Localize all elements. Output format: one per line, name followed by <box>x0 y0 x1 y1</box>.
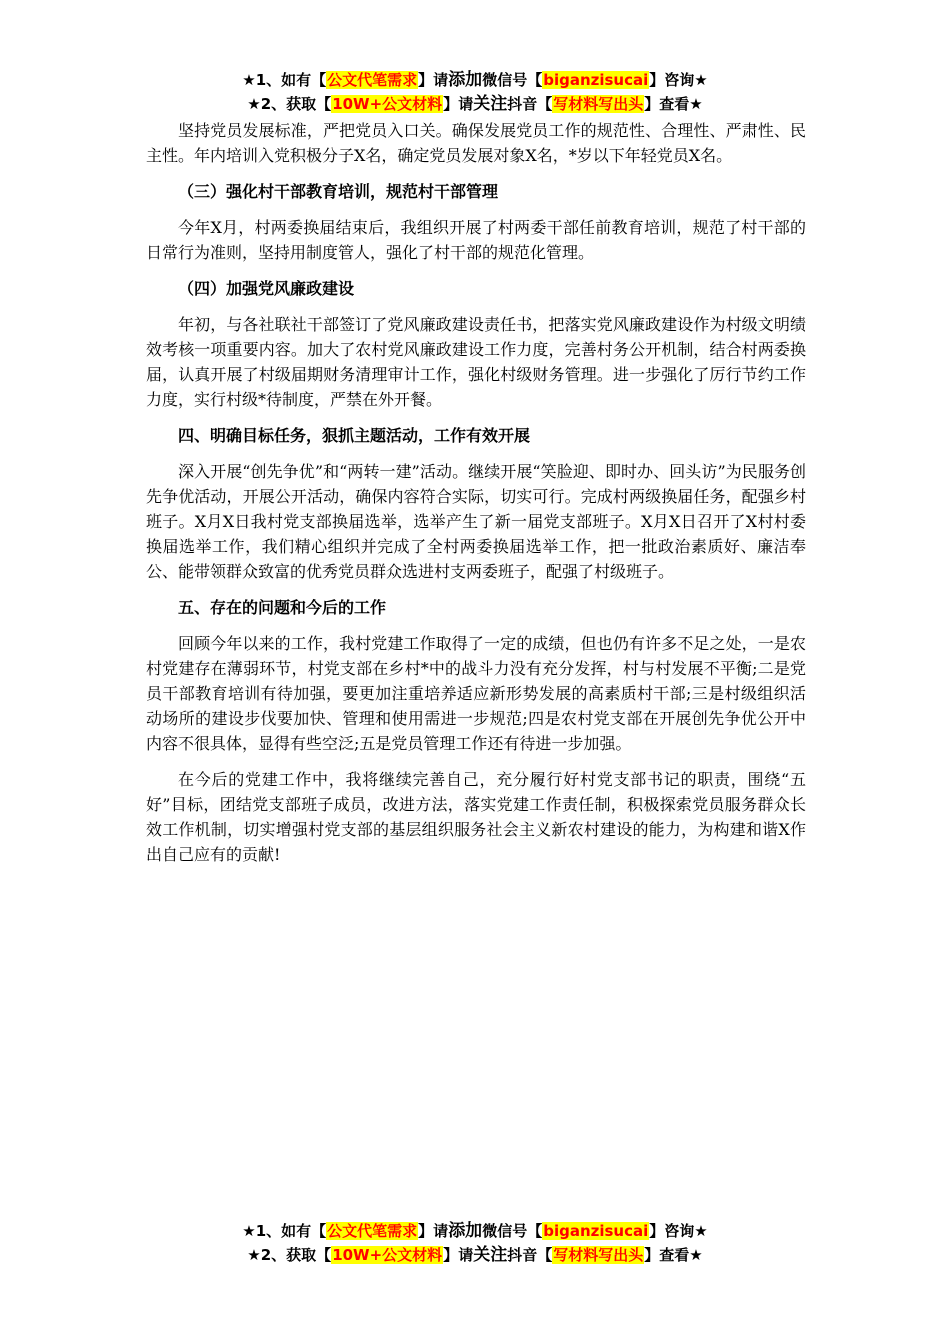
subsection-heading: （三）强化村干部教育培训，规范村干部管理 <box>178 182 499 201</box>
banner-highlight: biganzisucai <box>543 1222 649 1240</box>
banner-line-1 <box>0 1219 950 1243</box>
banner-text: 微信号【 <box>482 71 543 89</box>
banner-emphasis: 关注 <box>473 1245 508 1265</box>
banner-highlight: 写材料写出头 <box>553 1246 644 1264</box>
banner-text: 】请 <box>418 71 449 89</box>
footer-banner <box>0 1219 950 1267</box>
banner-highlight: 公文代笔需求 <box>327 1222 418 1240</box>
banner-highlight: 写材料写出头 <box>553 95 644 113</box>
banner-emphasis: 添加 <box>448 1221 483 1241</box>
banner-text: 】请 <box>443 95 474 113</box>
paragraph: 坚持党员发展标准，严把党员入口关。确保发展党员工作的规范性、合理性、严肃性、民主性。年内培训入党积极分子X名，确定党员发展对象X名，*岁以下年轻党员X名。 <box>146 121 806 165</box>
section-heading: 五、存在的问题和今后的工作 <box>178 598 387 617</box>
banner-line-1 <box>0 68 950 92</box>
banner-text: ★2、获取【 <box>247 1246 332 1264</box>
banner-text: 】查看★ <box>644 95 703 113</box>
document-body <box>146 118 806 878</box>
banner-highlight: 10W+公文材料 <box>332 95 443 113</box>
paragraph: 在今后的党建工作中，我将继续完善自己，充分履行好村党支部书记的职责，围绕“五好”目标，团结党支部班子成员，改进方法，落实党建工作责任制，积极探索党员服务群众长效工作机制，切实增强村党支部的基层组织服务社会主义新农村建设的能力，为构建和谐X作出自己应有的贡献! <box>146 770 806 864</box>
subsection-heading: （四）加强党风廉政建设 <box>178 279 355 298</box>
header-banner <box>0 68 950 116</box>
paragraph: 今年X月，村两委换届结束后，我组织开展了村两委干部任前教育培训，规范了村干部的日常行为准则，坚持用制度管人，强化了村干部的规范化管理。 <box>146 218 806 262</box>
banner-text: 】请 <box>418 1222 449 1240</box>
banner-emphasis: 添加 <box>448 70 483 90</box>
banner-text: ★1、如有【 <box>242 1222 327 1240</box>
banner-text: 抖音【 <box>507 95 553 113</box>
banner-text: 】咨询★ <box>649 1222 708 1240</box>
banner-text: 抖音【 <box>507 1246 553 1264</box>
banner-text: ★1、如有【 <box>242 71 327 89</box>
banner-emphasis: 关注 <box>473 94 508 114</box>
banner-highlight: biganzisucai <box>543 71 649 89</box>
banner-text: 】咨询★ <box>649 71 708 89</box>
paragraph: 回顾今年以来的工作，我村党建工作取得了一定的成绩，但也仍有许多不足之处，一是农村党建存在薄弱环节，村党支部在乡村*中的战斗力没有充分发挥，村与村发展不平衡;二是党员干部教育培训有待加强，要更加注重培养适应新形势发展的高素质村干部;三是村级组织活动场所的建设步伐要加快、管理和使用需进一步规范;四是农村党支部在开展创先争优公开中内容不很具体，显得有些空泛;五是党员管理工作还有待进一步加强。 <box>146 634 806 753</box>
paragraph: 年初，与各社联社干部签订了党风廉政建设责任书，把落实党风廉政建设作为村级文明绩效考核一项重要内容。加大了农村党风廉政建设工作力度，完善村务公开机制，结合村两委换届，认真开展了村级届期财务清理审计工作，强化村级财务管理。进一步强化了厉行节约工作力度，实行村级*待制度，严禁在外开餐。 <box>146 315 806 409</box>
banner-text: 】请 <box>443 1246 474 1264</box>
paragraph: 深入开展“创先争优”和“两转一建”活动。继续开展“笑脸迎、即时办、回头访”为民服务创先争优活动，开展公开活动，确保内容符合实际，切实可行。完成村两级换届任务，配强乡村班子。X月X日我村党支部换届选举，选举产生了新一届党支部班子。X月X日召开了X村村委换届选举工作，我们精心组织并完成了全村两委换届选举工作，把一批政治素质好、廉洁奉公、能带领群众致富的优秀党员群众选进村支两委班子，配强了村级班子。 <box>146 462 806 581</box>
banner-text: 】查看★ <box>644 1246 703 1264</box>
banner-line-2 <box>0 1243 950 1267</box>
banner-line-2 <box>0 92 950 116</box>
banner-highlight: 公文代笔需求 <box>327 71 418 89</box>
banner-text: ★2、获取【 <box>247 95 332 113</box>
section-heading: 四、明确目标任务，狠抓主题活动，工作有效开展 <box>178 426 531 445</box>
banner-text: 微信号【 <box>482 1222 543 1240</box>
banner-highlight: 10W+公文材料 <box>332 1246 443 1264</box>
